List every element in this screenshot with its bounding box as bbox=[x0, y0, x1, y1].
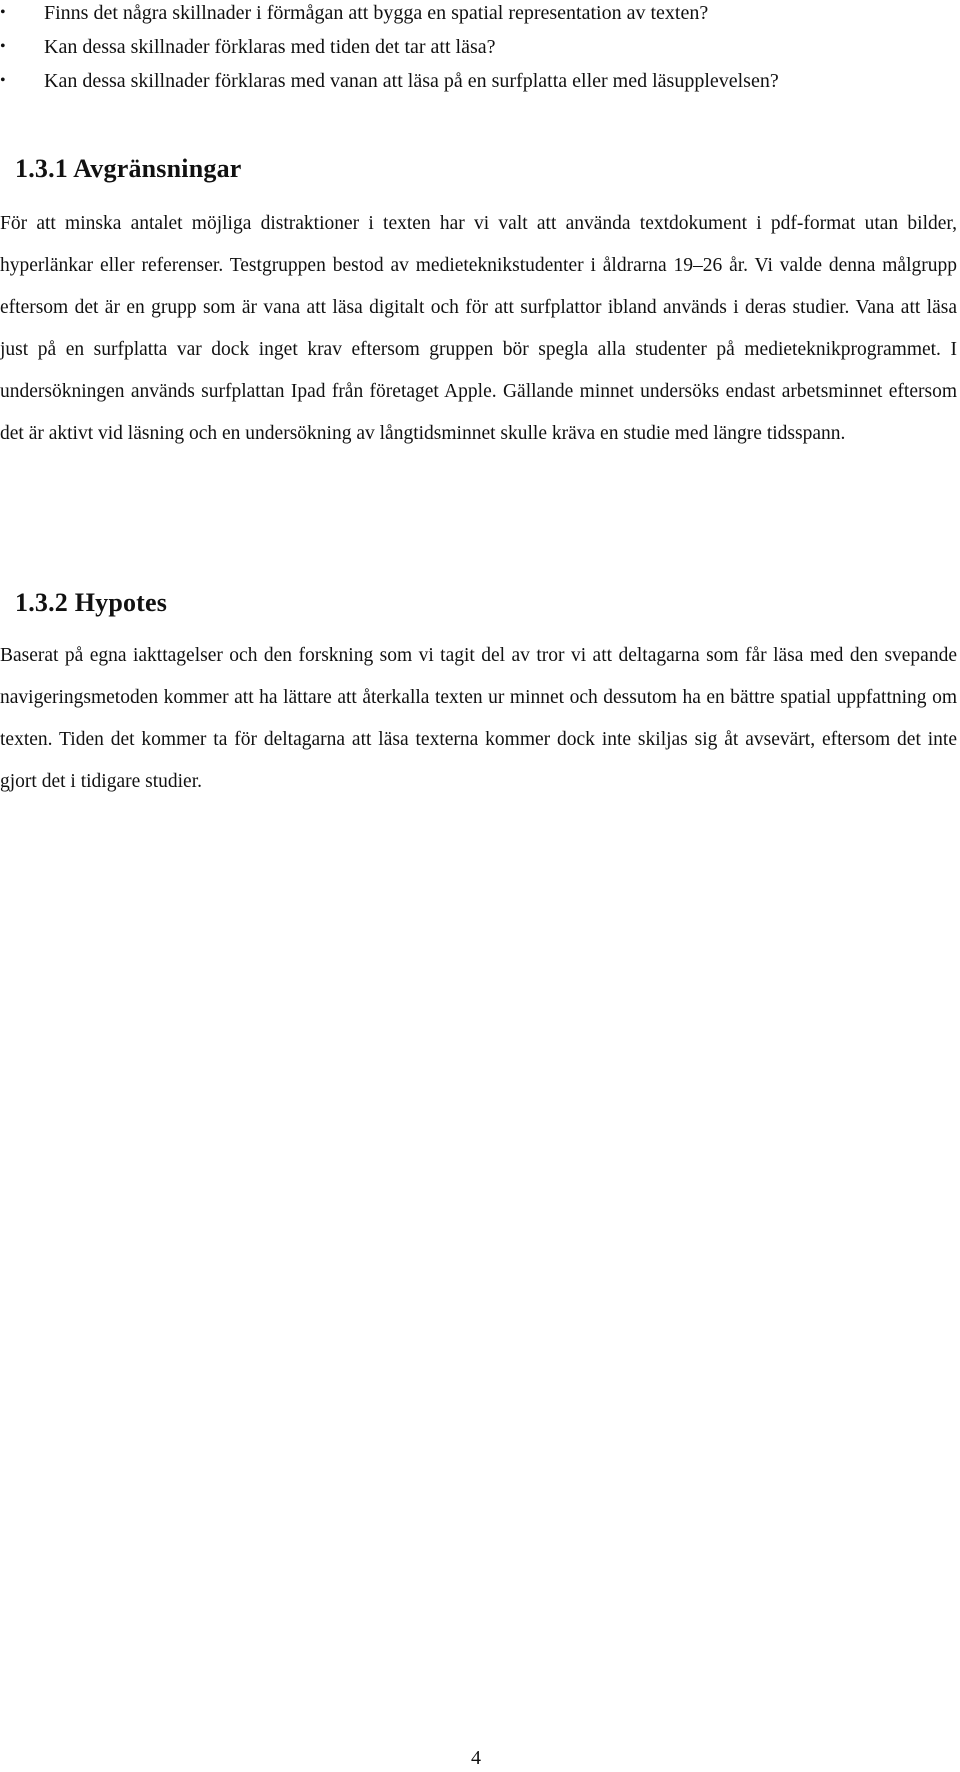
bullet-icon: • bbox=[0, 38, 6, 55]
bullet-icon: • bbox=[0, 4, 6, 21]
paragraph-hypotes: Baserat på egna iakttagelser och den forskning som vi tagit del av tror vi att deltagarna som får läsa med den svepande navigeringsmetoden kommer att ha lättare att återkalla texten ur minnet och dessutom ha en bättre spatial uppfattning om texten. Tiden det kommer ta för deltagarna att läsa texterna kommer dock inte skiljas sig åt avsevärt, eftersom det inte gjort det i tidigare studier. bbox=[0, 645, 957, 792]
list-item-text: Kan dessa skillnader förklaras med vanan att läsa på en surfplatta eller med läsupplevelsen? bbox=[44, 70, 779, 92]
section-heading-avgransningar: 1.3.1 Avgränsningar bbox=[15, 154, 242, 183]
list-item-text: Kan dessa skillnader förklaras med tiden det tar att läsa? bbox=[44, 36, 496, 58]
section-heading-hypotes: 1.3.2 Hypotes bbox=[15, 588, 168, 617]
bullet-icon: • bbox=[0, 72, 6, 89]
paragraph-avgransningar: För att minska antalet möjliga distraktioner i texten har vi valt att använda textdokument i pdf-format utan bilder, hyperlänkar eller referenser. Testgruppen bestod av medieteknikstudenter i åldrarna 19–26 år. Vi valde denna målgrupp eftersom det är en grupp som är vana att läsa digitalt och för att surfplattor ibland används i deras studier. Vana att läsa just på en surfplatta var dock inget krav eftersom gruppen bör spegla alla studenter på medieteknikprogrammet. I undersökningen används surfplattan Ipad från företaget Apple. Gällande minnet undersöks endast arbetsminnet eftersom det är aktivt vid läsning och en undersökning av långtidsminnet skulle kräva en studie med längre tidsspann. bbox=[0, 213, 957, 444]
list-item-text: Finns det några skillnader i förmågan att bygga en spatial representation av texten? bbox=[44, 2, 709, 24]
page-number: 4 bbox=[471, 1747, 481, 1769]
